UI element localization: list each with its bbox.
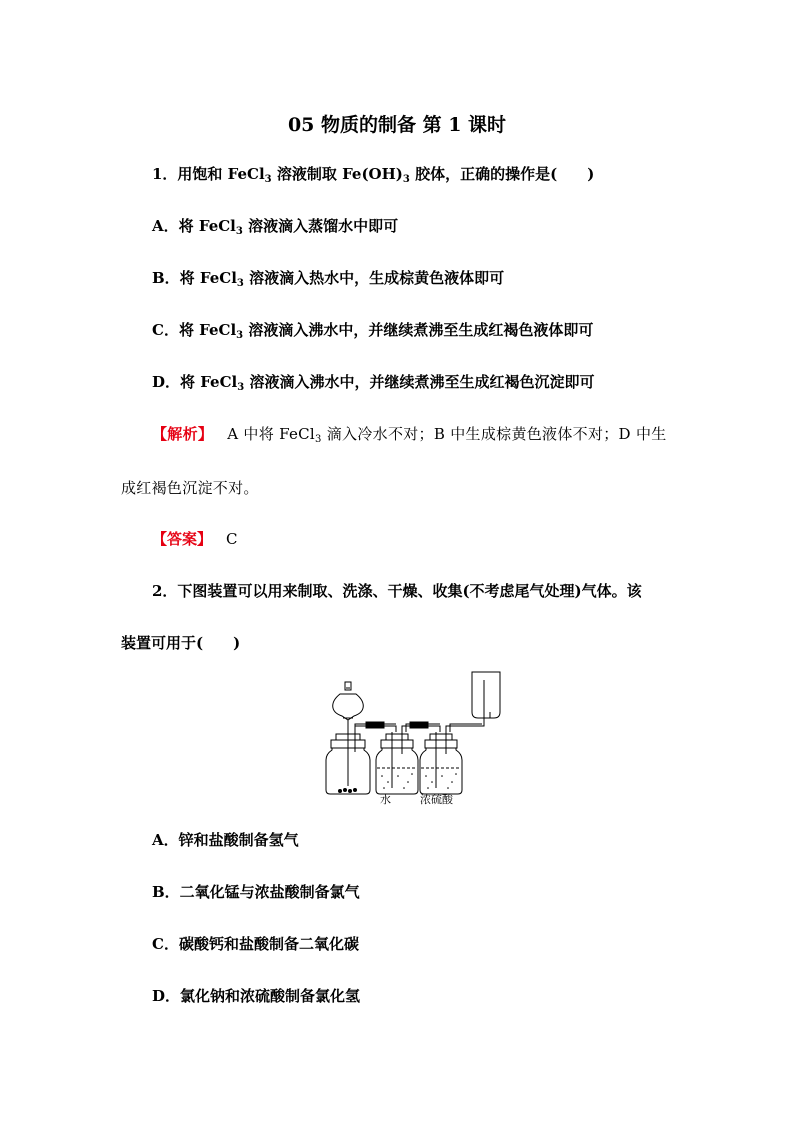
question-2-option-a: A．锌和盐酸制备氢气 <box>152 831 299 849</box>
label-water: 水 <box>380 793 391 806</box>
question-1-option-c: C．将 FeCl$_3$ 溶液滴入沸水中，并继续煮沸至生成红褐色液体即可 <box>152 321 594 341</box>
bottle-2-stopper <box>381 740 413 748</box>
question-1-analysis-cont: 成红褐色沉淀不对。 <box>121 479 259 497</box>
question-2-option-c: C．碳酸钙和盐酸制备二氧化碳 <box>152 935 359 953</box>
question-2-option-d: D．氯化钠和浓硫酸制备氯化氢 <box>152 987 361 1005</box>
solid-reactant <box>338 788 357 793</box>
analysis-tag: 【解析】 <box>152 425 214 443</box>
question-2-option-b: B．二氧化锰与浓盐酸制备氯气 <box>152 883 360 901</box>
rubber-connector-1 <box>366 722 384 728</box>
question-1-option-b: B．将 FeCl$_3$ 溶液滴入热水中，生成棕黄色液体即可 <box>152 269 505 289</box>
label-conc-sulfuric-acid: 浓硫酸 <box>420 793 453 806</box>
collecting-bottle <box>472 672 500 718</box>
question-1-analysis: 【解析】 A 中将 FeCl$_3$ 滴入冷水不对；B 中生成棕黄色液体不对；D 中生 <box>152 425 667 445</box>
page-title: 05 物质的制备 第 1 课时 <box>287 114 507 136</box>
question-1-answer: 【答案】 C <box>152 530 238 548</box>
question-1-option-a: A．将 FeCl$_3$ 溶液滴入蒸馏水中即可 <box>152 217 399 237</box>
bottle-3-acid <box>420 748 462 794</box>
question-1-option-d: D．将 FeCl$_3$ 溶液滴入沸水中，并继续煮沸至生成红褐色沉淀即可 <box>152 373 595 393</box>
answer-tag: 【答案】 <box>152 530 213 548</box>
separatory-funnel <box>333 694 364 720</box>
bottle-2-water <box>376 748 418 794</box>
question-2-stem-cont: 装置可用于( ) <box>121 634 241 652</box>
apparatus-diagram <box>318 668 508 810</box>
question-1-stem: 1．用饱和 FeCl$_3$ 溶液制取 $Fe(OH)_3$ 胶体，正确的操作是( ) <box>152 165 595 185</box>
rubber-connector-2 <box>410 722 428 728</box>
apparatus-figure <box>318 668 508 814</box>
bottle-3-stopper <box>425 740 457 748</box>
question-2-stem: 2．下图装置可以用来制取、洗涤、干燥、收集(不考虑尾气处理)气体。该 <box>152 582 642 600</box>
